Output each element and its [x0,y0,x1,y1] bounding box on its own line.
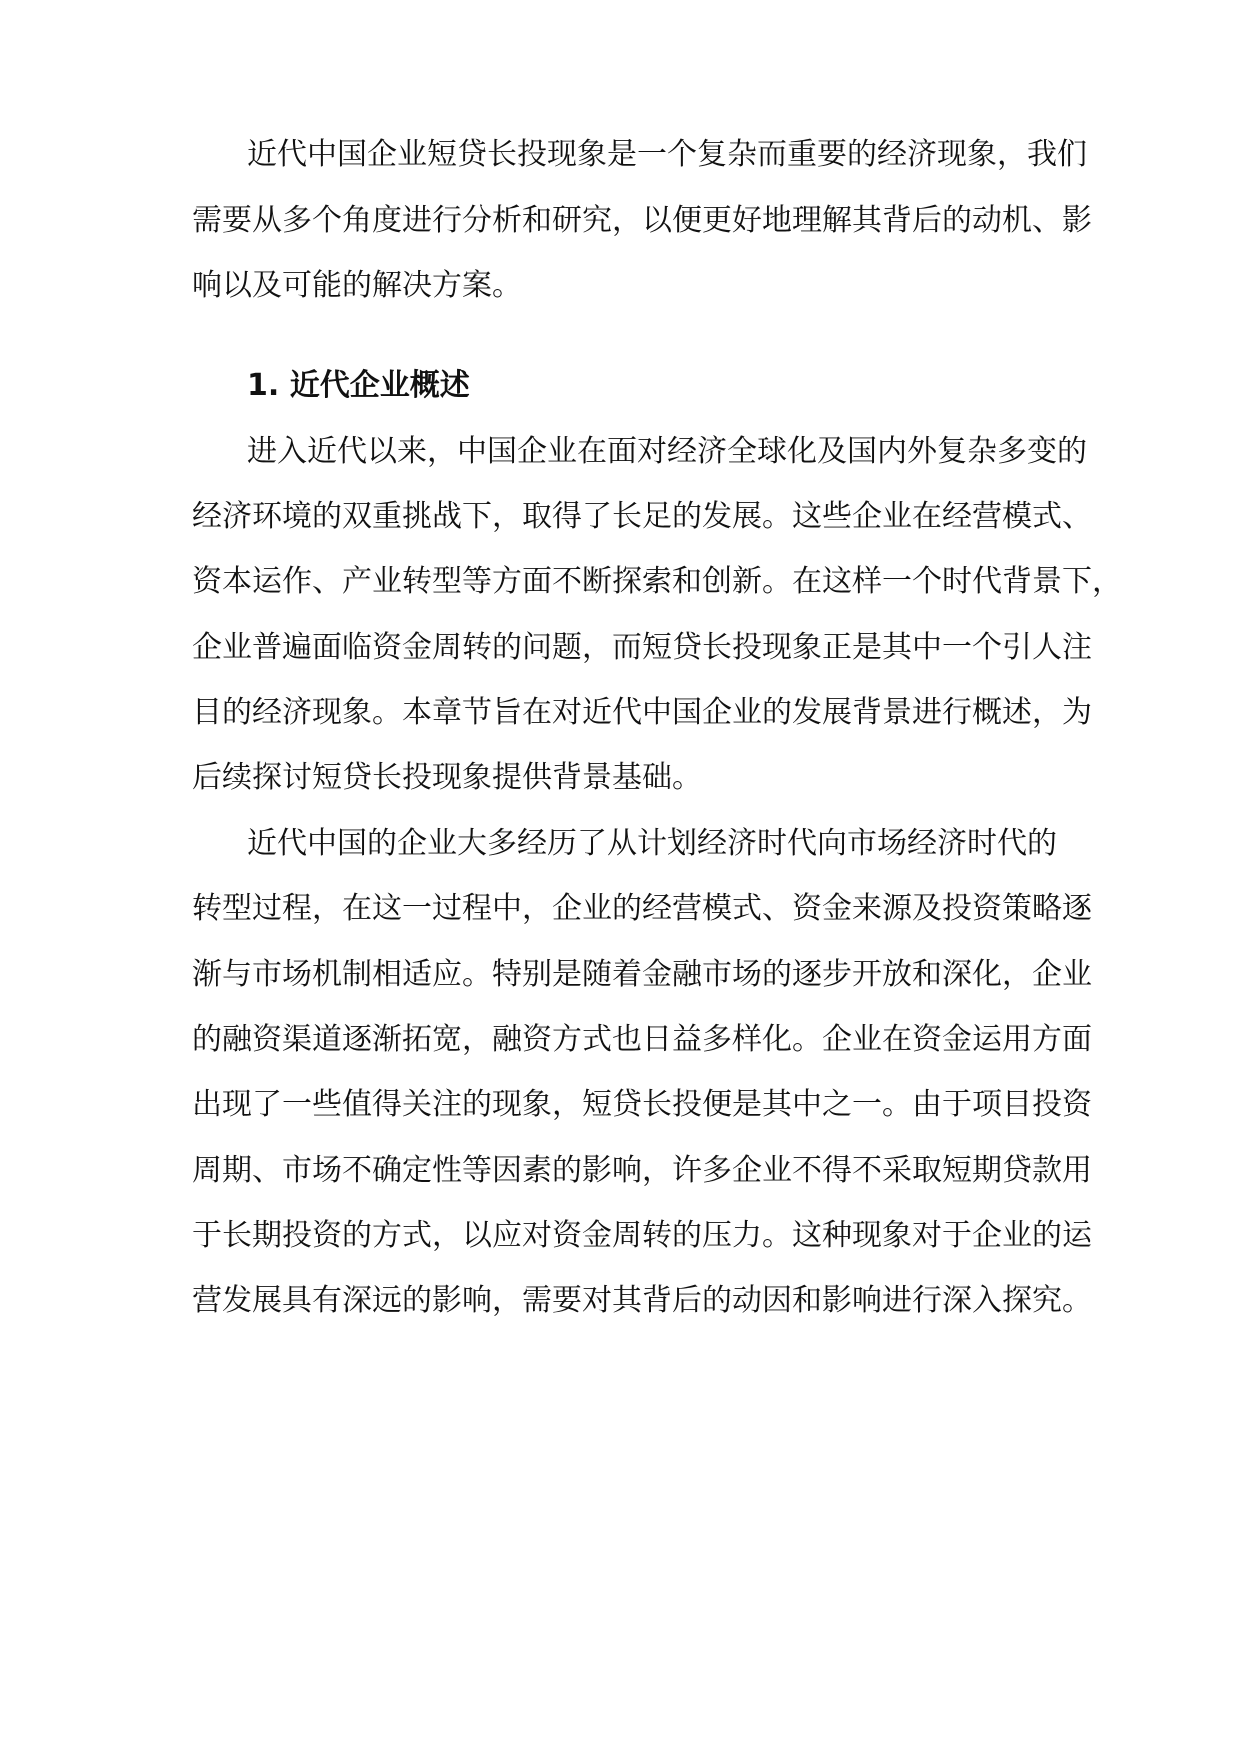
paragraph-line: 后续探讨短贷长投现象提供背景基础。 [192,760,702,795]
intro-line: 近代中国企业短贷长投现象是一个复杂而重要的经济现象，我们 [247,137,1087,172]
paragraph-line: 近代中国的企业大多经历了从计划经济时代向市场经济时代的 [247,826,1057,861]
paragraph-line: 周期、市场不确定性等因素的影响，许多企业不得不采取短期贷款用 [192,1153,1092,1188]
paragraph-line: 目的经济现象。本章节旨在对近代中国企业的发展背景进行概述，为 [192,695,1092,730]
intro-line: 需要从多个角度进行分析和研究，以便更好地理解其背后的动机、影 [192,203,1092,238]
paragraph-line: 经济环境的双重挑战下，取得了长足的发展。这些企业在经营模式、 [192,499,1092,534]
paragraph-line: 渐与市场机制相适应。特别是随着金融市场的逐步开放和深化，企业 [192,957,1092,992]
paragraph-line: 进入近代以来，中国企业在面对经济全球化及国内外复杂多变的 [247,434,1087,469]
paragraph-line: 出现了一些值得关注的现象，短贷长投便是其中之一。由于项目投资 [192,1087,1092,1122]
intro-line: 响以及可能的解决方案。 [192,268,522,303]
paragraph-line: 的融资渠道逐渐拓宽，融资方式也日益多样化。企业在资金运用方面 [192,1022,1092,1057]
paragraph-line: 于长期投资的方式，以应对资金周转的压力。这种现象对于企业的运 [192,1218,1092,1253]
section-heading: 1. 近代企业概述 [247,368,470,403]
paragraph-line: 营发展具有深远的影响，需要对其背后的动因和影响进行深入探究。 [192,1283,1092,1318]
paragraph-line: 资本运作、产业转型等方面不断探索和创新。在这样一个时代背景下， [192,564,1122,599]
paragraph-line: 企业普遍面临资金周转的问题，而短贷长投现象正是其中一个引人注 [192,630,1092,665]
paragraph-line: 转型过程，在这一过程中，企业的经营模式、资金来源及投资策略逐 [192,891,1092,926]
